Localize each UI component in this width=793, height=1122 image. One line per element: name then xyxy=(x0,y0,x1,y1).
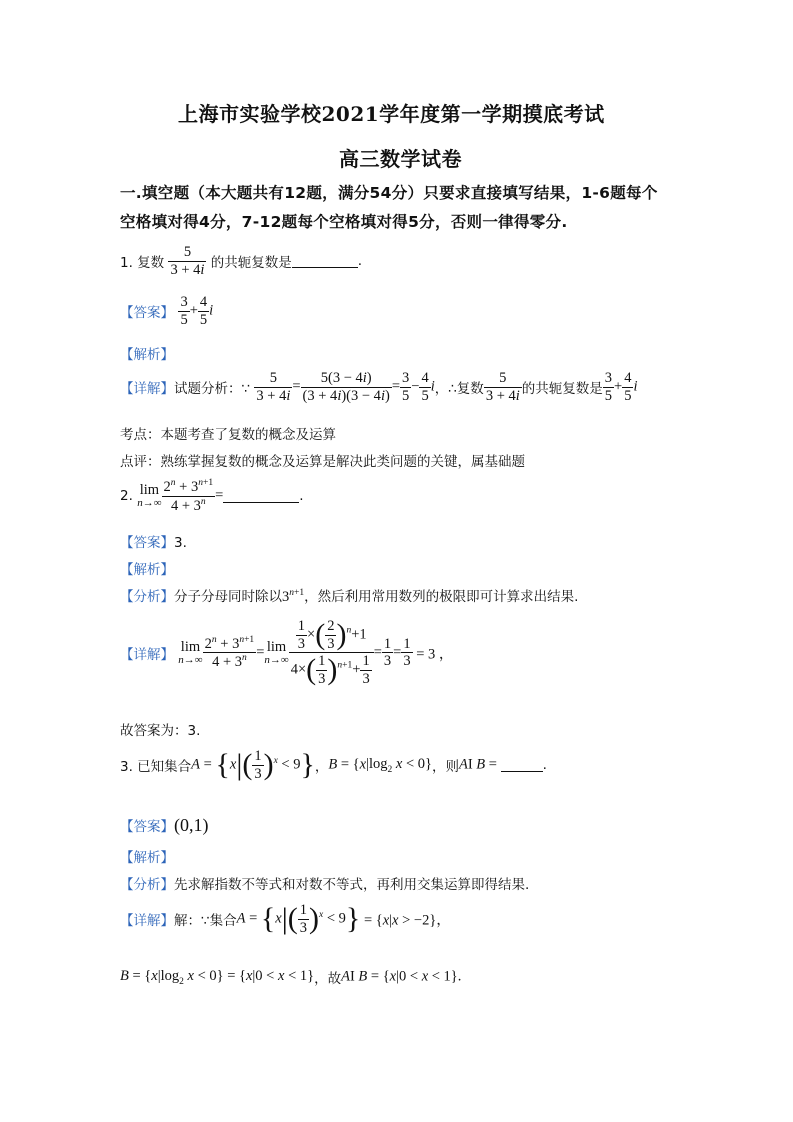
question-1: 1. 复数 $\frac{5}{3 + 4i}$ 的共轭复数是 . xyxy=(120,244,363,278)
section-heading-line2: 空格填对得4分，7-12题每个空格填对得5分，否则一律得零分. xyxy=(120,213,568,231)
q1-answer: 【答案】 $\frac{3}{5}$ + $\frac{4}{5}$ i xyxy=(120,294,214,328)
q2-answer: 【答案】3. xyxy=(120,535,187,551)
q3-answer: 【答案】(0,1) xyxy=(120,815,209,835)
page-subtitle: 高三数学试卷 xyxy=(339,147,462,171)
q1-analysis-label: 【解析】 xyxy=(120,347,174,363)
detail-label: 【详解】 xyxy=(120,381,174,398)
q2-conclusion: 故答案为：3. xyxy=(120,723,201,739)
q3-analysis-label: 【解析】 xyxy=(120,850,174,866)
q1-suffix: 的共轭复数是 xyxy=(210,255,292,272)
q1-kaodian: 考点：本题考查了复数的概念及运算 xyxy=(120,427,336,443)
q2-fenxi: 【分析】分子分母同时除以$3^{n+1}$，然后利用常用数列的极限即可计算求出结果. xyxy=(120,588,579,605)
q2-detail: 【详解】 lim n→∞ $\frac{2^n + 3^{n+1}}{4 + 3^n}$ = lim n→∞ $\frac{1}{3}$ ×( $\frac{2}{3}$ )$^n$+1 4×( $\frac{1}{3}$ )$^{n+1}$+ $\frac{1}{3}$ = $\frac{1}{3}$ = $\frac{1}{3}$ = 3 ， xyxy=(120,618,454,688)
answer-label: 【答案】 xyxy=(120,305,174,322)
question-2: 2. lim n→∞ $\frac{2^n + 3^{n+1}}{4 + 3^n}$ = . xyxy=(120,478,304,514)
question-3: 3. 已知集合A = {x|( $\frac{1}{3}$ )$^x$ < 9}，$B = \{x|\log_2$ x < 0}，则AI B = . xyxy=(120,748,547,782)
q3-fenxi: 【分析】先求解指数不等式和对数不等式，再利用交集运算即得结果. xyxy=(120,877,530,893)
q1-detail: 【详解】试题分析：∵ $\frac{5}{3 + 4i}$ = $\frac{5(3 - 4i)}{(3 + 4i)(3 - 4i)}$ = $\frac{3}{5}$ − $\frac{4}{5}$ i，∴复数 $\frac{5}{3 + 4i}$ 的共轭复数是 $\frac{3}{5}$ + $\frac{4}{5}$ i xyxy=(120,370,638,404)
q2-analysis-label: 【解析】 xyxy=(120,562,174,578)
section-heading-line1: 一.填空题（本大题共有12题，满分54分）只要求直接填写结果，1-6题每个 xyxy=(120,184,658,202)
page-title: 上海市实验学校2021学年度第一学期摸底考试 xyxy=(178,102,605,126)
q1-dianping: 点评：熟练掌握复数的概念及运算是解决此类问题的关键，属基础题 xyxy=(120,454,525,470)
q3-detail: 【详解】解：∵集合A = {x|( $\frac{1}{3}$ )$^x$ < 9} = {x|x > −2}， xyxy=(120,902,451,936)
q3-detail-line2: $B = \{x|\log_2$ x < 0} = {x|0 < x < 1}，故AI B = {x|0 < x < 1}. xyxy=(120,967,462,987)
q1-fraction: $\frac{5}{3 + 4i}$ xyxy=(170,244,205,278)
q1-prefix: 1. 复数 xyxy=(120,255,165,272)
q1-answer-blank xyxy=(292,255,358,268)
